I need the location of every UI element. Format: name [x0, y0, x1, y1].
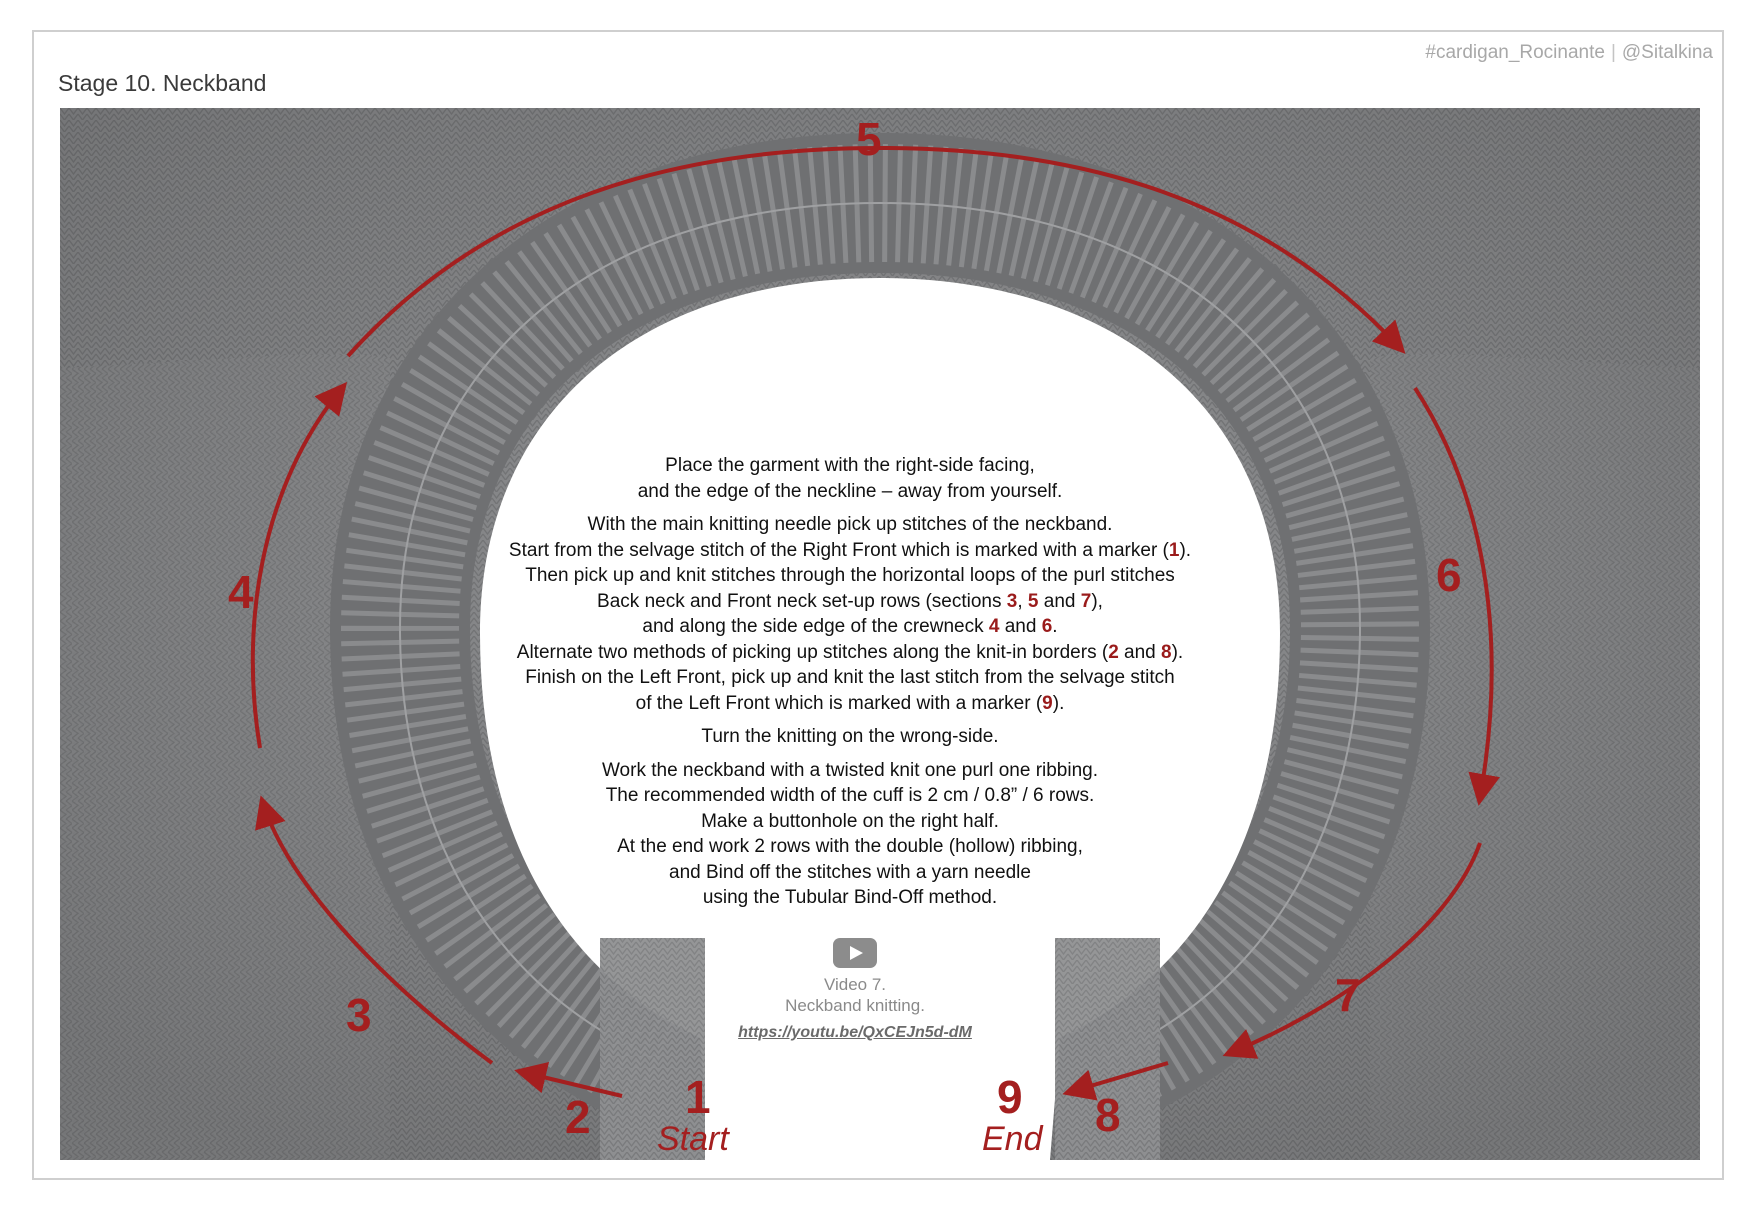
video-link[interactable]: https://youtu.be/QxCEJn5d-dM [738, 1024, 972, 1041]
marker-8: 8 [1095, 1089, 1121, 1141]
line: Finish on the Left Front, pick up and knit the last stitch from the selvage stitch [525, 667, 1175, 688]
ref-number: 4 [988, 616, 1000, 637]
instruction-paragraph-1 [460, 453, 1240, 504]
marker-2: 2 [565, 1091, 591, 1143]
line: Alternate two methods of picking up stitches along the knit-in borders ( [516, 641, 1109, 663]
line: Then pick up and knit stitches through the horizontal loops of the purl stitches [525, 565, 1175, 586]
line: With the main knitting needle pick up stitches of the neckband. [587, 514, 1113, 535]
line: ). [1171, 641, 1184, 663]
youtube-play-icon[interactable] [833, 938, 877, 968]
ref-number: 7 [1080, 590, 1092, 612]
video-block [730, 938, 980, 1043]
ref-number: 3 [1006, 590, 1018, 612]
marker-7: 7 [1335, 969, 1361, 1021]
line: The recommended width of the cuff is 2 cm / 0.8” / 6 rows. [605, 785, 1095, 806]
video-subtitle: Neckband knitting. [785, 996, 925, 1015]
line: . [1052, 616, 1058, 637]
line: and Bind off the stitches with a yarn needle [669, 861, 1031, 883]
ref-number: 6 [1041, 616, 1053, 637]
ref-number: 9 [1042, 692, 1053, 714]
instruction-paragraph-2 [460, 512, 1240, 716]
marker-3: 3 [346, 989, 372, 1041]
line: and along the side edge of the crewneck [642, 616, 989, 637]
line: Turn the knitting on the wrong-side. [701, 726, 999, 747]
ref-number: 8 [1161, 641, 1172, 663]
stage-title: Stage 10. Neckband [58, 70, 267, 96]
ref-number: 5 [1027, 590, 1039, 612]
line: Make a buttonhole on the right half. [701, 810, 999, 832]
line: and [1038, 590, 1081, 612]
line: of the Left Front which is marked with a marker ( [635, 692, 1043, 714]
line: , [1017, 590, 1028, 612]
marker-5: 5 [856, 113, 882, 165]
line: Back neck and Front neck set-up rows (sections [597, 590, 1007, 612]
instruction-paragraph-4 [460, 758, 1240, 911]
header-separator: | [1610, 42, 1616, 63]
instructions-text [460, 453, 1240, 919]
line: and the edge of the neckline – away from yourself. [637, 480, 1063, 502]
end-label: End [982, 1120, 1043, 1158]
video-title: Video 7. [823, 975, 887, 994]
author-handle: @Sitalkina [1621, 42, 1713, 63]
line: ). [1179, 539, 1192, 561]
ref-number: 2 [1108, 641, 1119, 663]
line: and [999, 616, 1042, 637]
hashtag: #cardigan_Rocinante [1425, 42, 1605, 63]
brand-header [1425, 42, 1713, 64]
line: Work the neckband with a twisted knit one purl one ribbing. [601, 759, 1099, 781]
line: At the end work 2 rows with the double (hollow) ribbing, [617, 836, 1083, 857]
marker-9: 9 [997, 1071, 1023, 1123]
ref-number: 1 [1168, 539, 1180, 561]
line: using the Tubular Bind-Off method. [702, 887, 998, 908]
line: and [1118, 641, 1162, 663]
instruction-paragraph-3 [460, 724, 1240, 750]
marker-1: 1 [685, 1071, 711, 1123]
line: Start from the selvage stitch of the Right Front which is marked with a marker ( [508, 539, 1169, 561]
line: Place the garment with the right-side facing, [665, 455, 1035, 476]
line: ). [1052, 692, 1065, 714]
marker-4: 4 [228, 566, 254, 618]
marker-6: 6 [1436, 549, 1462, 601]
start-label: Start [657, 1120, 729, 1158]
line: ), [1091, 590, 1103, 612]
